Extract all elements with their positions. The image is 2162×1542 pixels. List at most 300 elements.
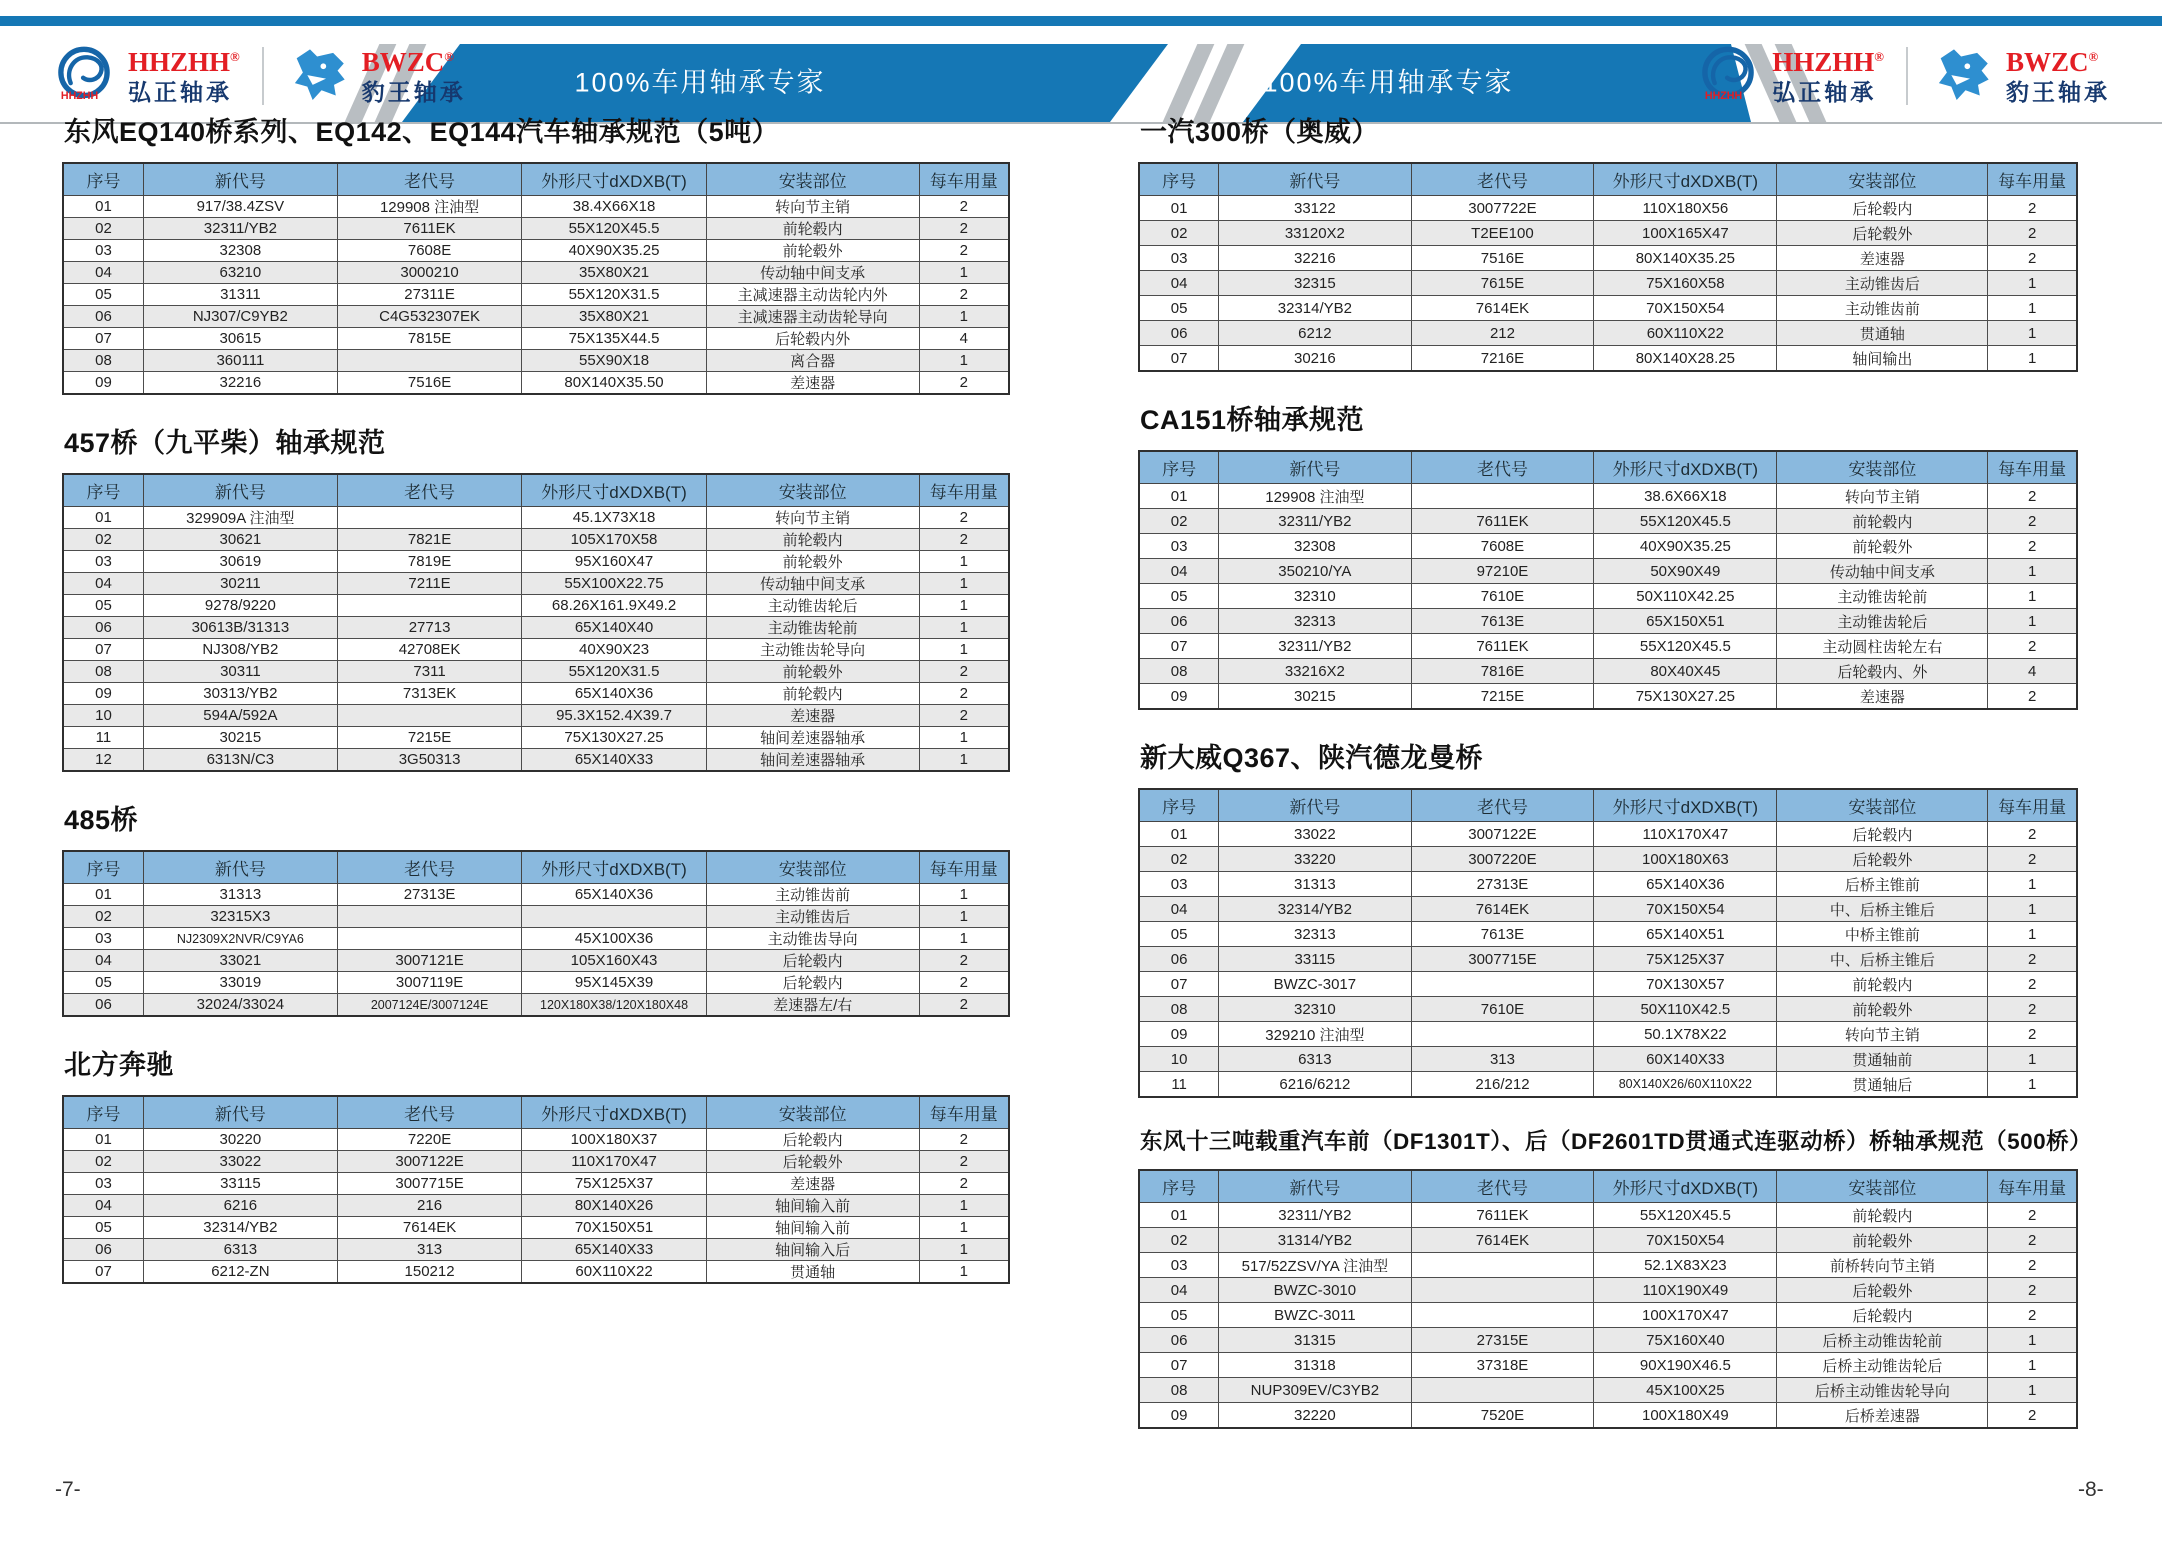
table-cell: 1 [1988,346,2077,372]
table-title: 新大威Q367、陕汽德龙曼桥 [1140,743,1484,773]
table-cell: 4 [919,328,1009,350]
table-cell: 3007715E [337,1173,521,1195]
table-cell: 04 [63,950,143,972]
table-cell: 03 [63,551,143,573]
table-cell: 65X140X51 [1594,922,1777,947]
table-header-row [1139,451,2077,484]
table-cell: NUP309EV/C3YB2 [1219,1378,1411,1403]
table-cell: 04 [1139,897,1219,922]
table-row [1139,972,2077,997]
column-header: 序号 [1139,789,1219,822]
column-header: 老代号 [1411,163,1594,196]
table-cell: 2 [1988,947,2077,972]
table-cell: 03 [63,1173,143,1195]
table-cell: 06 [63,994,143,1017]
table-cell: 31313 [1219,872,1411,897]
table-cell: 07 [63,639,143,661]
table-row [1139,484,2077,509]
column-header: 老代号 [337,1096,521,1129]
table-cell: 07 [63,1261,143,1284]
table-cell: 06 [1139,321,1219,346]
table-cell: 32216 [1219,246,1411,271]
table-cell: 2 [919,683,1009,705]
brand-logos-right [1696,44,2110,108]
table-cell: 32216 [143,372,337,395]
bearing-table-section [62,798,1010,1017]
table-cell: 7614EK [337,1217,521,1239]
table-cell: 后桥差速器 [1777,1403,1988,1429]
table-cell: 贯通轴后 [1777,1072,1988,1098]
bearing-table-section [62,1043,1010,1284]
table-cell [337,595,521,617]
table-cell: 2 [919,284,1009,306]
bearing-table-section [62,110,1010,395]
table-cell: 转向节主销 [706,196,919,218]
column-header: 外形尺寸dXDXB(T) [1594,1170,1777,1203]
table-cell: 差速器 [706,1173,919,1195]
table-header-row [1139,163,2077,196]
table-cell: 33115 [143,1173,337,1195]
table-cell: 06 [1139,947,1219,972]
table-cell: 32313 [1219,922,1411,947]
table-header-row [63,474,1009,507]
table-cell: 33019 [143,972,337,994]
table-cell: 差速器 [706,705,919,727]
table-row [1139,634,2077,659]
brand-logos-left [52,44,466,108]
column-header: 安装部位 [706,163,919,196]
table-cell: 前桥转向节主销 [1777,1253,1988,1278]
table-cell: 2007124E/3007124E [337,994,521,1017]
column-header: 外形尺寸dXDXB(T) [522,163,706,196]
table-cell: 7611EK [1411,509,1594,534]
table-cell [337,350,521,372]
bearing-spec-table [62,1095,1010,1284]
bearing-spec-table [62,162,1010,395]
table-cell: 38.4X66X18 [522,196,706,218]
table-cell: 2 [1988,484,2077,509]
table-cell: 07 [1139,972,1219,997]
table-cell: 2 [919,994,1009,1017]
table-cell: 1 [919,928,1009,950]
table-row [63,262,1009,284]
table-row [1139,509,2077,534]
column-header: 安装部位 [1777,789,1988,822]
table-header-row [63,1096,1009,1129]
table-cell: 31313 [143,884,337,906]
table-cell: 329909A 注油型 [143,507,337,529]
table-cell: 1 [919,573,1009,595]
table-cell: 11 [1139,1072,1219,1098]
table-cell: 主动锥齿轮后 [1777,609,1988,634]
table-cell: 2 [919,950,1009,972]
table-cell: 7520E [1411,1403,1594,1429]
table-cell: 1 [1988,559,2077,584]
table-cell: 50X90X49 [1594,559,1777,584]
table-cell: 65X140X36 [522,884,706,906]
column-header: 序号 [1139,1170,1219,1203]
table-cell: 7216E [1411,346,1594,372]
table-cell: 7313EK [337,683,521,705]
table-row [63,372,1009,395]
bwzc-brand-name: BWZC® [2006,47,2099,78]
hhzhh-brand-name: HHZHH® [128,47,240,78]
table-cell: 主动锥齿前 [706,884,919,906]
table-cell: 6216 [143,1195,337,1217]
table-row [63,595,1009,617]
bearing-spec-table [1138,162,2078,372]
table-cell: 31314/YB2 [1219,1228,1411,1253]
column-header: 新代号 [143,163,337,196]
table-cell: 1 [1988,1328,2077,1353]
table-row [1139,822,2077,847]
table-cell: 主动锥齿轮后 [706,595,919,617]
hhzhh-brand-name: HHZHH® [1772,47,1884,78]
table-cell: 05 [1139,922,1219,947]
column-header: 序号 [63,163,143,196]
table-cell: 33022 [1219,822,1411,847]
table-cell: 95X160X47 [522,551,706,573]
table-cell: 32315 [1219,271,1411,296]
table-cell: 05 [63,595,143,617]
table-cell: 30311 [143,661,337,683]
table-cell: 主动锥齿后 [706,906,919,928]
table-cell: 32311/YB2 [1219,1203,1411,1228]
table-cell: 6216/6212 [1219,1072,1411,1098]
table-cell: 02 [1139,509,1219,534]
table-cell: 7220E [337,1129,521,1151]
table-cell: 主动圆柱齿轮左右 [1777,634,1988,659]
table-cell: 02 [63,218,143,240]
table-cell: 80X40X45 [1594,659,1777,684]
column-header: 新代号 [143,474,337,507]
table-cell: 2 [1988,1203,2077,1228]
table-cell: 08 [63,350,143,372]
table-cell: 后桥主动锥齿轮后 [1777,1353,1988,1378]
table-cell: 05 [1139,1303,1219,1328]
table-row [63,1173,1009,1195]
column-header: 新代号 [1219,451,1411,484]
table-cell: 2 [1988,221,2077,246]
table-cell: 7215E [1411,684,1594,710]
table-cell: 3G50313 [337,749,521,772]
table-cell: 03 [1139,534,1219,559]
table-cell: 08 [63,661,143,683]
table-cell: 3007119E [337,972,521,994]
table-cell: 42708EK [337,639,521,661]
table-cell: 216 [337,1195,521,1217]
table-cell: NJ308/YB2 [143,639,337,661]
column-header: 序号 [1139,163,1219,196]
table-cell: 2 [1988,684,2077,710]
brand-divider [262,47,264,105]
table-row [63,1151,1009,1173]
right-page-column [1138,100,2093,1429]
table-cell: NJ2309X2NVR/C9YA6 [143,928,337,950]
table-cell: 后轮毂内、外 [1777,659,1988,684]
table-cell: 80X140X28.25 [1594,346,1777,372]
table-cell: 55X120X45.5 [1594,509,1777,534]
table-cell: 1 [1988,609,2077,634]
table-cell: 55X120X31.5 [522,661,706,683]
table-row [63,350,1009,372]
table-cell: 32314/YB2 [1219,897,1411,922]
table-cell: 轴间差速器轴承 [706,727,919,749]
table-cell [337,507,521,529]
table-cell [337,928,521,950]
table-cell: 27311E [337,284,521,306]
table-cell: 1 [919,1195,1009,1217]
table-cell: 09 [1139,1403,1219,1429]
table-row [63,284,1009,306]
table-cell: 01 [63,507,143,529]
table-cell: 2 [1988,1403,2077,1429]
table-cell: 105X170X58 [522,529,706,551]
table-cell: 2 [919,661,1009,683]
table-cell: 03 [63,928,143,950]
table-cell: 主动锥齿导向 [706,928,919,950]
table-cell: 2 [1988,634,2077,659]
table-cell: 110X190X49 [1594,1278,1777,1303]
table-cell: 9278/9220 [143,595,337,617]
table-cell: 350210/YA [1219,559,1411,584]
column-header: 新代号 [1219,789,1411,822]
table-cell: 55X90X18 [522,350,706,372]
table-cell: 33122 [1219,196,1411,221]
table-cell: 35X80X21 [522,262,706,284]
table-cell: 后桥主动锥齿轮前 [1777,1328,1988,1353]
table-row [1139,659,2077,684]
table-cell: 30619 [143,551,337,573]
table-cell: 100X170X47 [1594,1303,1777,1328]
table-cell: 32314/YB2 [143,1217,337,1239]
table-row [63,661,1009,683]
column-header: 外形尺寸dXDXB(T) [1594,451,1777,484]
table-row [63,906,1009,928]
table-cell: 7516E [337,372,521,395]
table-cell: 后轮毂外 [1777,221,1988,246]
table-cell [1411,1303,1594,1328]
table-cell: 11 [63,727,143,749]
table-cell: 1 [919,884,1009,906]
banner-slogan-right: 100%车用轴承专家 [1262,67,1514,98]
table-cell: 2 [919,1129,1009,1151]
table-cell: 差速器 [1777,684,1988,710]
table-cell: 2 [1988,972,2077,997]
table-cell: 7611EK [1411,1203,1594,1228]
table-cell: 7608E [337,240,521,262]
table-cell: 传动轴中间支承 [1777,559,1988,584]
table-cell: 7614EK [1411,1228,1594,1253]
table-cell: 07 [63,328,143,350]
table-cell: 80X140X26/60X110X22 [1594,1072,1777,1098]
table-cell: 31315 [1219,1328,1411,1353]
table-cell: 主动锥齿轮前 [706,617,919,639]
column-header: 新代号 [1219,163,1411,196]
table-cell: 80X140X26 [522,1195,706,1217]
column-header: 外形尺寸dXDXB(T) [1594,163,1777,196]
table-cell: 110X170X47 [1594,822,1777,847]
table-cell: 63210 [143,262,337,284]
table-cell [1411,1022,1594,1047]
table-row [1139,559,2077,584]
table-cell: 31311 [143,284,337,306]
table-cell: 360111 [143,350,337,372]
table-header-row [63,163,1009,196]
table-cell: 65X140X40 [522,617,706,639]
table-cell: 08 [1139,659,1219,684]
table-cell: 1 [919,1217,1009,1239]
table-cell: 32220 [1219,1403,1411,1429]
table-row [1139,296,2077,321]
table-cell: 38.6X66X18 [1594,484,1777,509]
table-cell: 32024/33024 [143,994,337,1017]
column-header: 每车用量 [919,474,1009,507]
column-header: 外形尺寸dXDXB(T) [522,474,706,507]
table-cell: 07 [1139,1353,1219,1378]
table-cell: 4 [1988,659,2077,684]
table-cell: 后轮毂内 [1777,196,1988,221]
table-cell: 30615 [143,328,337,350]
table-cell: 27313E [337,884,521,906]
svg-text:HHZHH: HHZHH [60,90,99,103]
table-cell: 65X140X36 [1594,872,1777,897]
table-row [1139,534,2077,559]
column-header: 外形尺寸dXDXB(T) [522,851,706,884]
table-cell: 7819E [337,551,521,573]
bwzc-logo-icon [1930,44,1994,108]
table-cell: 7311 [337,661,521,683]
table-cell: 01 [1139,196,1219,221]
table-cell: 3007121E [337,950,521,972]
table-cell: 32311/YB2 [143,218,337,240]
table-cell: 贯通轴 [1777,321,1988,346]
column-header: 老代号 [1411,1170,1594,1203]
table-cell: 07 [1139,346,1219,372]
column-header: 安装部位 [1777,1170,1988,1203]
table-cell [1411,1253,1594,1278]
table-cell: 01 [1139,1203,1219,1228]
table-cell: 04 [63,573,143,595]
table-row [1139,684,2077,710]
table-cell: 129908 注油型 [337,196,521,218]
left-page-column [62,100,1010,1284]
table-cell: 30215 [143,727,337,749]
table-row [63,1239,1009,1261]
table-cell: 7611EK [1411,634,1594,659]
table-cell: 前轮毂内 [706,529,919,551]
table-cell: 03 [63,240,143,262]
table-cell: 转向节主销 [1777,484,1988,509]
table-cell: 517/52ZSV/YA 注油型 [1219,1253,1411,1278]
table-cell: 594A/592A [143,705,337,727]
column-header: 安装部位 [1777,163,1988,196]
table-cell: 1 [919,639,1009,661]
column-header: 每车用量 [1988,1170,2077,1203]
table-cell: 1 [919,906,1009,928]
table-cell: 贯通轴前 [1777,1047,1988,1072]
table-header-row [63,851,1009,884]
table-row [63,1261,1009,1284]
table-title: CA151桥轴承规范 [1140,405,1365,435]
table-row [63,328,1009,350]
table-cell: 2 [919,507,1009,529]
table-row [1139,1328,2077,1353]
table-cell: 2 [1988,246,2077,271]
table-cell: 50X110X42.5 [1594,997,1777,1022]
table-cell: 主减速器主动齿轮导向 [706,306,919,328]
column-header: 每车用量 [1988,789,2077,822]
bwzc-brand-name: BWZC® [361,47,454,78]
table-row [63,507,1009,529]
table-cell: 前轮毂内 [706,218,919,240]
bearing-spec-table [1138,788,2078,1098]
table-cell: 3007715E [1411,947,1594,972]
table-row [1139,1403,2077,1429]
column-header: 外形尺寸dXDXB(T) [522,1096,706,1129]
table-row [1139,221,2077,246]
column-header: 每车用量 [1988,451,2077,484]
table-cell: 主减速器主动齿轮内外 [706,284,919,306]
table-row [1139,997,2077,1022]
table-cell: 95.3X152.4X39.7 [522,705,706,727]
table-cell: 27713 [337,617,521,639]
table-row [1139,321,2077,346]
table-cell: 32308 [143,240,337,262]
table-cell: 30215 [1219,684,1411,710]
table-cell: 50X110X42.25 [1594,584,1777,609]
table-cell: 1 [919,350,1009,372]
table-cell: 04 [1139,559,1219,584]
table-cell: 轴间输入前 [706,1217,919,1239]
page-number-left: -7- [55,1478,81,1501]
table-cell: 1 [1988,872,2077,897]
table-cell: 7611EK [337,218,521,240]
table-cell: 03 [1139,1253,1219,1278]
bearing-table-section [1138,110,2078,372]
table-cell: 后轮毂内 [706,972,919,994]
table-cell: 1 [919,617,1009,639]
table-cell: 917/38.4ZSV [143,196,337,218]
table-cell: 06 [63,617,143,639]
table-row [1139,922,2077,947]
table-row [1139,872,2077,897]
table-cell: 75X160X40 [1594,1328,1777,1353]
table-title: 一汽300桥（奥威） [1140,117,1380,147]
table-cell: 3007122E [337,1151,521,1173]
table-row [1139,1047,2077,1072]
table-cell: 45X100X25 [1594,1378,1777,1403]
table-cell: 70X150X51 [522,1217,706,1239]
table-cell: 2 [1988,1022,2077,1047]
table-header-row [1139,1170,2077,1203]
table-cell: 2 [1988,1253,2077,1278]
table-cell: 45.1X73X18 [522,507,706,529]
table-cell: 2 [919,196,1009,218]
table-cell: 7610E [1411,997,1594,1022]
table-cell: 7615E [1411,271,1594,296]
column-header: 新代号 [143,851,337,884]
table-row [63,950,1009,972]
table-row [1139,246,2077,271]
table-row [1139,1303,2077,1328]
table-title: 东风十三吨载重汽车前（DF1301T）、后（DF2601TD贯通式连驱动桥）桥轴承规范（500桥） [1140,1129,2093,1154]
table-cell: 12 [63,749,143,772]
table-cell [522,906,706,928]
bearing-table-section [1138,736,2078,1098]
table-cell: 贯通轴 [706,1261,919,1284]
table-cell: 01 [63,1129,143,1151]
